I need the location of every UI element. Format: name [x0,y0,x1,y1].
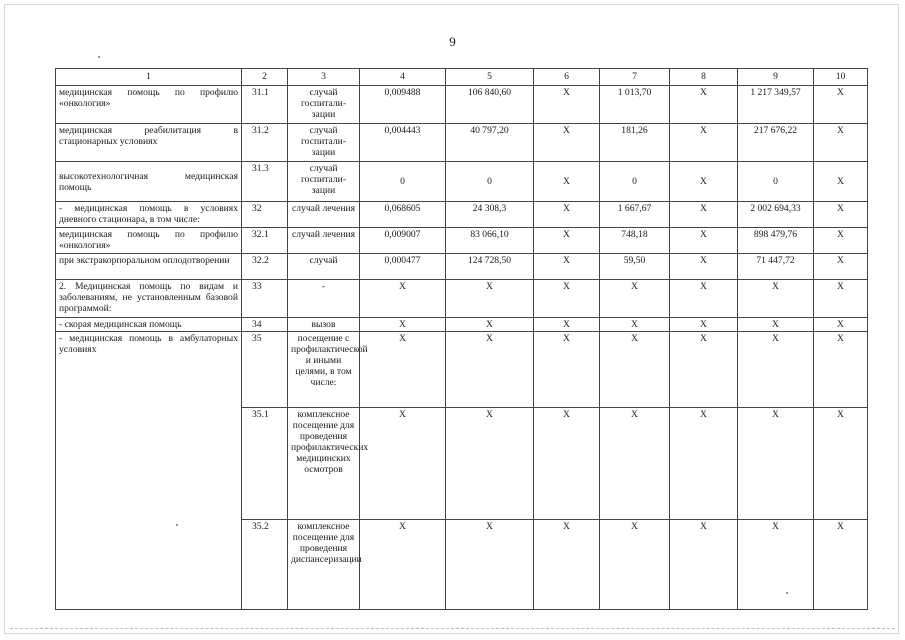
row-value-cell: 0,000477 [360,254,446,280]
row-code-cell: 31.1 [242,86,288,124]
column-header: 6 [534,69,600,86]
row-value-cell: X [738,408,814,520]
row-code-cell: 32.2 [242,254,288,280]
row-value-cell: 0 [738,162,814,202]
row-value-cell: X [814,318,868,332]
row-value-cell: 2 002 694,33 [738,202,814,228]
row-value-cell: 0 [360,162,446,202]
scan-speck [98,56,100,58]
row-value-cell: 0 [446,162,534,202]
row-value-cell: X [670,162,738,202]
row-value-cell: 748,18 [600,228,670,254]
table-row [56,254,868,280]
row-value-cell: 1 667,67 [600,202,670,228]
row-value-cell: X [534,124,600,162]
row-value-cell: X [600,520,670,610]
row-value-cell: 0,004443 [360,124,446,162]
row-name-cell: - медицинская помощь в амбулаторных условиях [56,332,242,610]
row-value-cell: 0,068605 [360,202,446,228]
row-code-cell: 34 [242,318,288,332]
row-value-cell: X [534,162,600,202]
column-header: 8 [670,69,738,86]
row-value-cell: 898 479,76 [738,228,814,254]
row-unit-cell: комплексное посещение для проведения диспансеризации [288,520,360,610]
column-header: 3 [288,69,360,86]
row-value-cell: 40 797,20 [446,124,534,162]
row-value-cell: X [738,318,814,332]
row-value-cell: X [814,162,868,202]
row-code-cell: 33 [242,280,288,318]
row-unit-cell: - [288,280,360,318]
row-value-cell: X [534,520,600,610]
row-value-cell: X [814,408,868,520]
row-value-cell: X [670,520,738,610]
scan-speck [176,524,178,526]
row-value-cell: 106 840,60 [446,86,534,124]
row-value-cell: X [670,280,738,318]
row-value-cell: X [670,254,738,280]
row-value-cell: X [600,332,670,408]
column-header: 4 [360,69,446,86]
row-value-cell: 0 [600,162,670,202]
row-code-cell: 35 [242,332,288,408]
row-code-cell: 32 [242,202,288,228]
column-header: 5 [446,69,534,86]
row-value-cell: X [670,228,738,254]
row-name-cell: медицинская реабилитация в стационарных условиях [56,124,242,162]
page-number: 9 [449,34,456,49]
row-value-cell: X [360,332,446,408]
row-value-cell: X [670,202,738,228]
row-name-cell: - скорая медицинская помощь [56,318,242,332]
row-value-cell: X [814,332,868,408]
row-value-cell: X [670,318,738,332]
row-value-cell: 1 217 349,57 [738,86,814,124]
row-value-cell: X [814,86,868,124]
row-value-cell: X [814,520,868,610]
column-header: 10 [814,69,868,86]
row-value-cell: X [600,408,670,520]
row-value-cell: X [814,124,868,162]
row-value-cell: X [670,86,738,124]
row-unit-cell: случай лечения [288,228,360,254]
row-value-cell: X [738,520,814,610]
row-name-cell: - медицинская помощь в условиях дневного стационара, в том числе: [56,202,242,228]
row-value-cell: X [534,254,600,280]
row-unit-cell: вызов [288,318,360,332]
row-unit-cell: случай лечения [288,202,360,228]
row-value-cell: X [670,124,738,162]
row-unit-cell: комплексное посещение для проведения профилактических медицинских осмотров [288,408,360,520]
row-unit-cell: посещение с профилактической и иными целями, в том числе: [288,332,360,408]
table-row [56,318,868,332]
row-unit-cell: случай госпитали-зации [288,162,360,202]
row-value-cell: X [446,520,534,610]
row-value-cell: X [446,318,534,332]
table-row [56,202,868,228]
row-value-cell: X [534,228,600,254]
row-value-cell: X [738,280,814,318]
data-table [55,68,868,610]
row-value-cell: X [360,520,446,610]
row-value-cell: X [534,86,600,124]
row-value-cell: X [534,318,600,332]
row-value-cell: X [360,318,446,332]
row-value-cell: X [738,332,814,408]
table-row [56,228,868,254]
row-value-cell: X [814,228,868,254]
row-value-cell: 0,009007 [360,228,446,254]
column-header: 2 [242,69,288,86]
row-unit-cell: случай [288,254,360,280]
row-value-cell: X [600,318,670,332]
row-value-cell: X [360,280,446,318]
column-header: 7 [600,69,670,86]
row-value-cell: X [446,332,534,408]
row-value-cell: X [534,280,600,318]
table-row [56,332,868,408]
row-value-cell: 0,009488 [360,86,446,124]
column-header: 1 [56,69,242,86]
table-row [56,162,868,202]
row-value-cell: X [360,408,446,520]
row-code-cell: 32.1 [242,228,288,254]
row-code-cell: 35.2 [242,520,288,610]
row-value-cell: X [814,280,868,318]
row-name-cell: высокотехнологичная медицинская помощь [56,162,242,202]
row-code-cell: 31.2 [242,124,288,162]
row-value-cell: X [670,408,738,520]
row-value-cell: X [534,332,600,408]
row-code-cell: 35.1 [242,408,288,520]
row-unit-cell: случай госпитали-зации [288,86,360,124]
row-value-cell: 217 676,22 [738,124,814,162]
row-value-cell: X [446,408,534,520]
row-value-cell: 83 066,10 [446,228,534,254]
scan-speck [786,592,788,594]
row-value-cell: X [814,202,868,228]
row-unit-cell: случай госпитали-зации [288,124,360,162]
row-name-cell: медицинская помощь по профилю «онкология» [56,228,242,254]
row-value-cell: X [600,280,670,318]
row-value-cell: X [534,408,600,520]
row-code-cell: 31.3 [242,162,288,202]
page-bottom-edge [10,628,895,629]
row-value-cell: 181,26 [600,124,670,162]
row-name-cell: при экстракорпоральном оплодотворении [56,254,242,280]
row-value-cell: X [814,254,868,280]
header-row [56,69,868,86]
row-value-cell: X [670,332,738,408]
row-value-cell: 24 308,3 [446,202,534,228]
row-value-cell: 59,50 [600,254,670,280]
row-value-cell: 124 728,50 [446,254,534,280]
table-row [56,86,868,124]
column-header: 9 [738,69,814,86]
table-row [56,280,868,318]
row-value-cell: X [534,202,600,228]
table-row [56,124,868,162]
row-name-cell: медицинская помощь по профилю «онкология» [56,86,242,124]
row-value-cell: X [446,280,534,318]
row-name-cell: 2. Медицинская помощь по видам и заболеваниям, не установленным базовой программой: [56,280,242,318]
row-value-cell: 1 013,70 [600,86,670,124]
row-value-cell: 71 447,72 [738,254,814,280]
